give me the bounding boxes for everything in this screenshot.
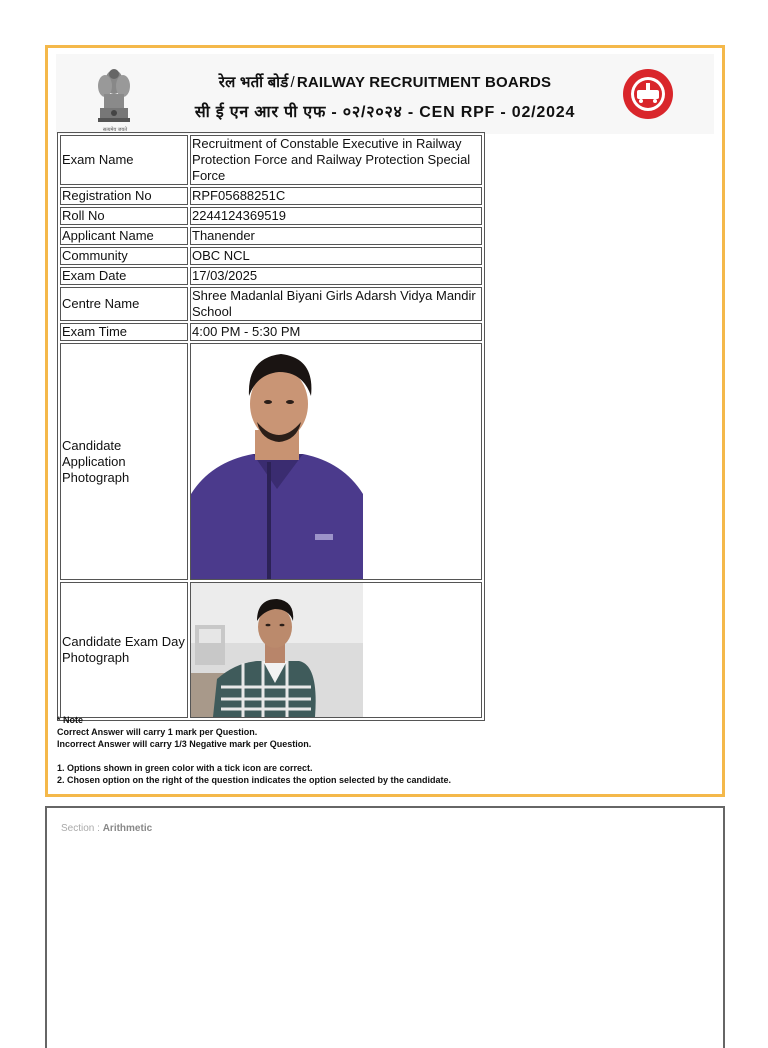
section-prefix: Section : <box>61 823 103 834</box>
answer-key-card <box>45 45 725 797</box>
roll-value: 2244124369519 <box>190 207 482 225</box>
candidate-exam-day-photo <box>191 583 363 717</box>
section-name: Arithmetic <box>102 823 153 834</box>
community-value: OBC NCL <box>190 247 482 265</box>
registration-value: RPF05688251C <box>190 187 482 205</box>
header-subtitle: सी ई एन आर पी एफ - ०२/२०२४ - CEN RPF - 02/2024 <box>194 104 576 121</box>
exam-time-value: 4:00 PM - 5:30 PM <box>190 323 482 341</box>
note-point-1: 1. Options shown in green color with a tick icon are correct. <box>57 763 313 773</box>
candidate-details-table <box>57 132 485 721</box>
exam-day-photo-cell <box>190 582 482 718</box>
exam-time-label: Exam Time <box>60 323 188 341</box>
table-row <box>60 323 482 341</box>
table-row <box>60 287 482 321</box>
exam-name-label: Exam Name <box>60 135 188 185</box>
section-panel <box>45 806 725 1048</box>
table-row <box>60 343 482 580</box>
note-line-1: Correct Answer will carry 1 mark per Question. <box>57 727 258 737</box>
title-separator: / <box>290 74 295 91</box>
title-hindi: रेल भर्ती बोर्ड <box>218 74 289 91</box>
table-row <box>60 227 482 245</box>
exam-date-value: 17/03/2025 <box>190 267 482 285</box>
emblem-caption: सत्यमेव जयते <box>102 127 128 133</box>
indian-railways-logo-icon <box>622 68 674 120</box>
exam-name-value: Recruitment of Constable Executive in Railway Protection Force and Railway Protection Special Force <box>190 135 482 185</box>
community-label: Community <box>60 247 188 265</box>
centre-value: Shree Madanlal Biyani Girls Adarsh Vidya Mandir School <box>190 287 482 321</box>
section-label <box>61 823 152 834</box>
application-photo-label: Candidate Application Photograph <box>60 343 188 580</box>
applicant-value: Thanender <box>190 227 482 245</box>
centre-label: Centre Name <box>60 287 188 321</box>
candidate-application-photo <box>191 344 363 579</box>
exam-day-photo-label: Candidate Exam Day Photograph <box>60 582 188 718</box>
note-line-2: Incorrect Answer will carry 1/3 Negative mark per Question. <box>57 739 312 749</box>
application-photo-cell <box>190 343 482 580</box>
applicant-label: Applicant Name <box>60 227 188 245</box>
header-banner <box>56 54 714 134</box>
table-row <box>60 187 482 205</box>
note-point-2: 2. Chosen option on the right of the question indicates the option selected by the candidate. <box>57 775 452 785</box>
table-row <box>60 582 482 718</box>
exam-date-label: Exam Date <box>60 267 188 285</box>
title-english: RAILWAY RECRUITMENT BOARDS <box>296 74 552 91</box>
notes-block <box>57 714 451 786</box>
registration-label: Registration No <box>60 187 188 205</box>
table-row <box>60 135 482 185</box>
note-heading: * Note <box>57 715 84 725</box>
table-row <box>60 207 482 225</box>
table-row <box>60 247 482 265</box>
roll-label: Roll No <box>60 207 188 225</box>
table-row <box>60 267 482 285</box>
header-title <box>56 72 714 92</box>
